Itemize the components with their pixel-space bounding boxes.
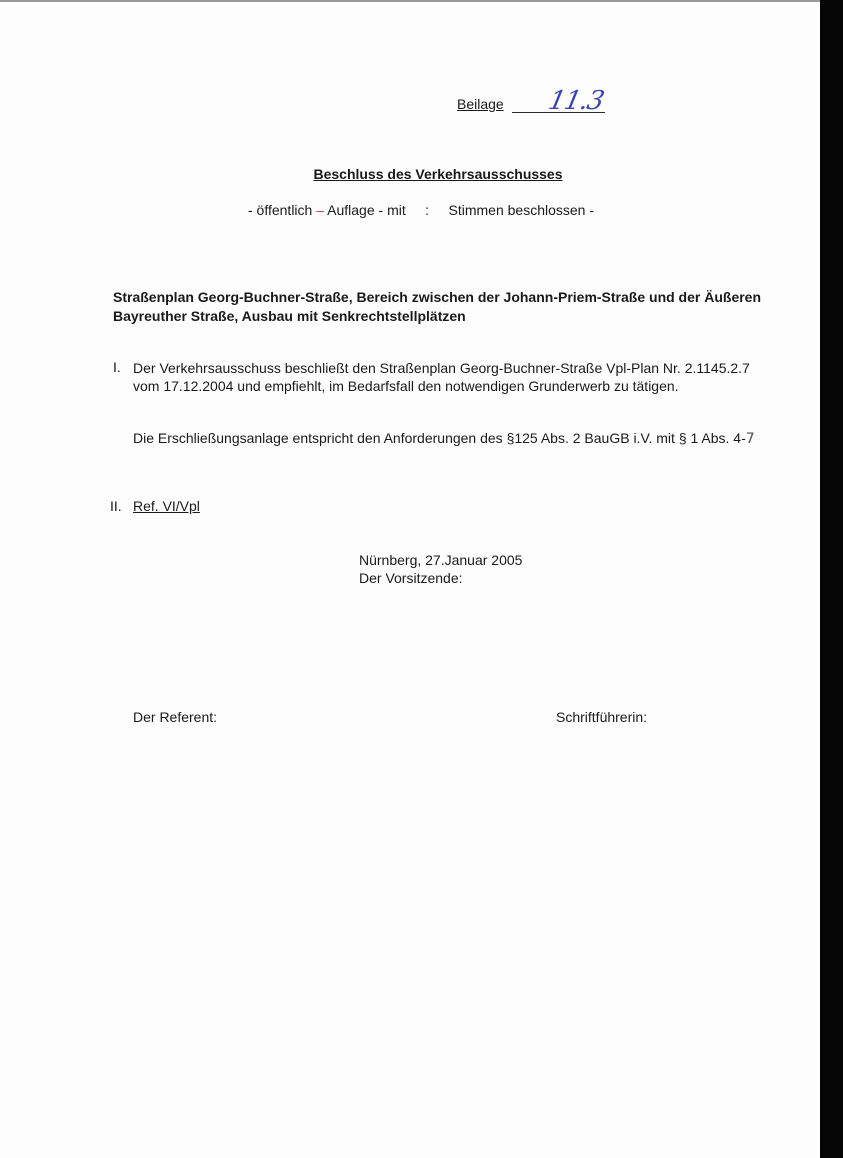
- scan-top-border: [0, 0, 820, 2]
- subtitle-part-1: - öffentlich: [248, 202, 317, 218]
- subtitle-part-2: Auflage - mit : Stimmen beschlossen -: [324, 202, 595, 218]
- subtitle-dash: –: [316, 202, 325, 218]
- item-1-paragraph-2-text: Die Erschließungsanlage entspricht den Anforderungen des §125 Abs. 2 BauGB i.V. mit § 1 Abs. 4-: [133, 430, 746, 446]
- reference-department: Ref. VI/Vpl: [133, 498, 200, 514]
- item-number-2: II.: [110, 498, 122, 514]
- signature-block: [359, 551, 522, 587]
- beilage-label: Beilage: [457, 96, 504, 112]
- item-1-paragraph-2: [133, 429, 763, 448]
- decision-status-line: [248, 202, 594, 218]
- subject-heading: Straßenplan Georg-Buchner-Straße, Bereich zwischen der Johann-Priem-Straße und der Äußeren Bayreuther Straße, Ausbau mit Senkrechtstellplätzen: [113, 289, 762, 324]
- scan-black-edge: [820, 0, 843, 1158]
- place-date: Nürnberg, 27.Januar 2005: [359, 552, 523, 568]
- referent-label: Der Referent:: [133, 709, 218, 725]
- beilage-handwritten-number: 11.3: [545, 86, 607, 116]
- item-number-1: I.: [113, 359, 121, 375]
- beilage-field: [457, 86, 607, 116]
- schriftfuehrerin-label: Schriftführerin:: [556, 709, 648, 725]
- chair-label: Der Vorsitzende:: [359, 570, 463, 586]
- document-title: Beschluss des Verkehrsausschusses: [313, 166, 563, 182]
- item-1-paragraph-1: Der Verkehrsausschuss beschließt den Straßenplan Georg-Buchner-Straße Vpl-Plan Nr. 2.1145.2.7 vom 17.12.2004 und empfiehlt, im Bedarfsfall den notwendigen Grunderwerb zu tätigen.: [133, 360, 750, 394]
- handwritten-correction: 7: [745, 431, 755, 447]
